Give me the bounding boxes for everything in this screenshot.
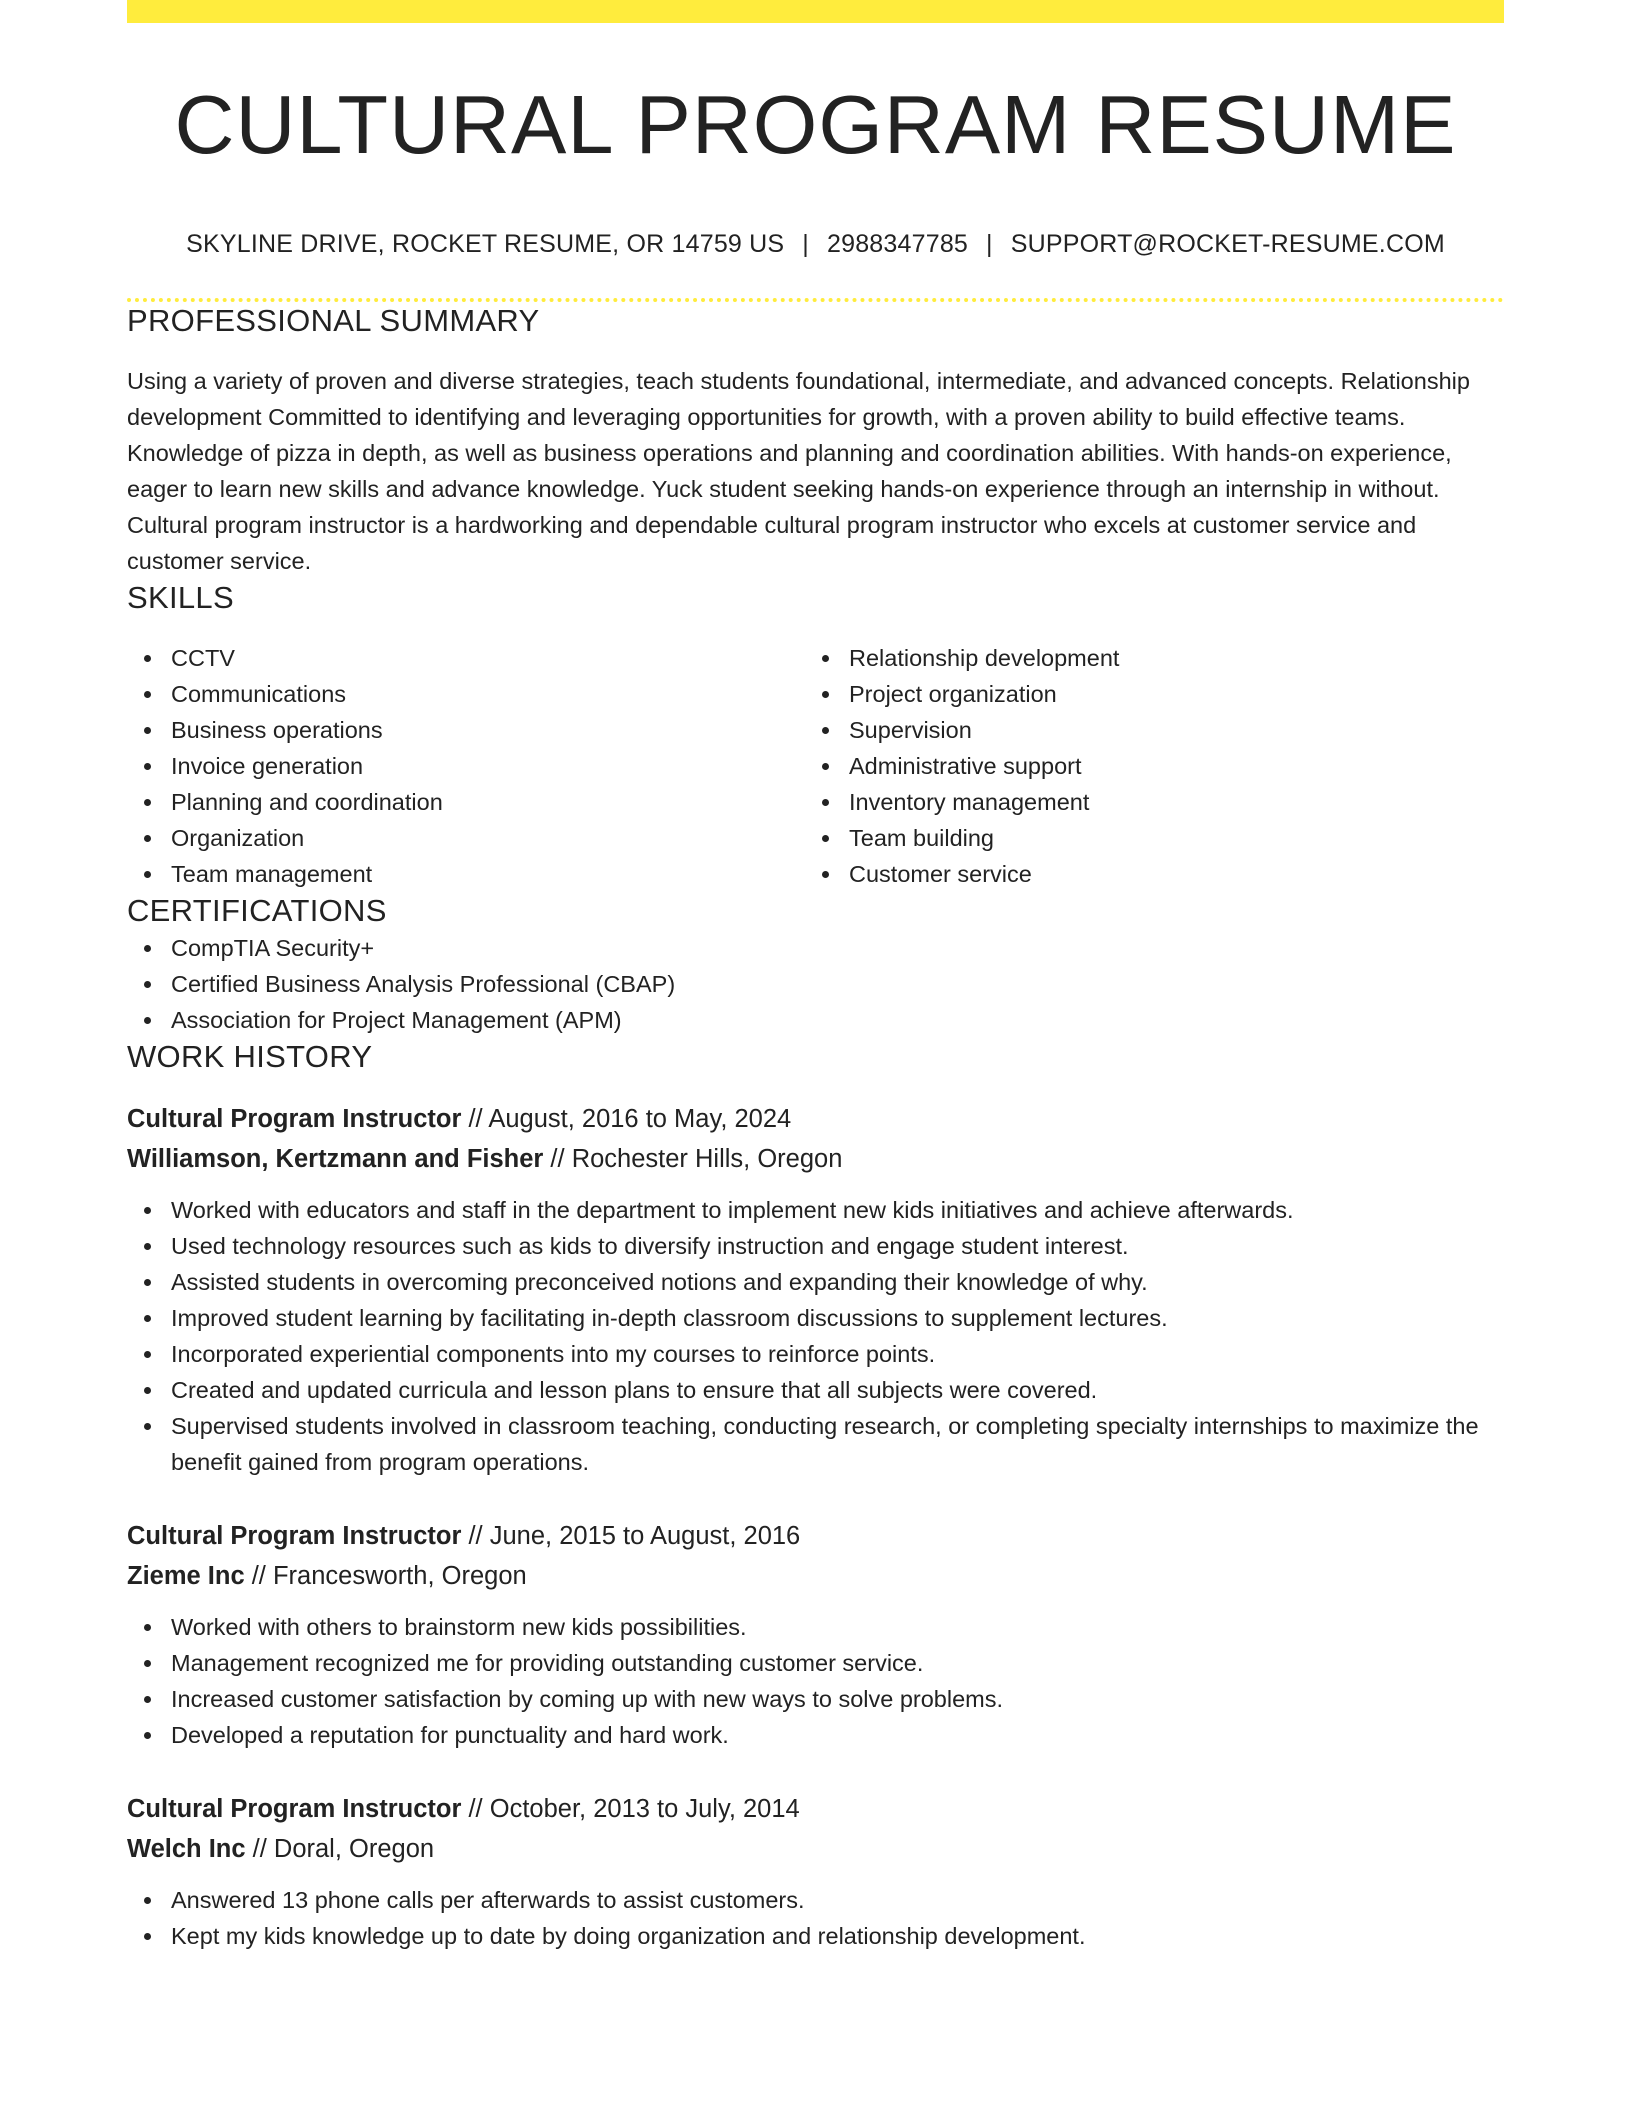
list-item: Kept my kids knowledge up to date by doing organization and relationship development. — [127, 1918, 1504, 1954]
list-item: Organization — [127, 820, 805, 856]
skills-columns — [127, 640, 1504, 892]
bullet-icon — [144, 763, 151, 770]
list-item: Answered 13 phone calls per afterwards to assist customers. — [127, 1882, 1504, 1918]
contact-line — [127, 230, 1504, 259]
bullet-icon — [144, 655, 151, 662]
job-location: Francesworth, Oregon — [272, 1561, 527, 1590]
list-item: Project organization — [805, 676, 1483, 712]
bullet-icon — [144, 835, 151, 842]
list-item: Administrative support — [805, 748, 1483, 784]
bullet-icon — [144, 1207, 151, 1214]
bullet-icon — [144, 727, 151, 734]
bullet-icon — [822, 835, 829, 842]
bullet-icon — [822, 871, 829, 878]
bullet-icon — [144, 799, 151, 806]
bullet-icon — [144, 1387, 151, 1394]
list-item: Increased customer satisfaction by coming up with new ways to solve problems. — [127, 1681, 1504, 1717]
job-company: Zieme Inc — [127, 1561, 245, 1590]
list-item: Assisted students in overcoming preconceived notions and expanding their knowledge of why. — [127, 1264, 1504, 1300]
bullet-icon — [144, 1732, 151, 1739]
list-item: Created and updated curricula and lesson plans to ensure that all subjects were covered. — [127, 1372, 1504, 1408]
list-item: Supervised students involved in classroom teaching, conducting research, or completing specialty internships to maximize the benefit gained from program operations. — [127, 1408, 1504, 1480]
email: SUPPORT@ROCKET-RESUME.COM — [1010, 230, 1445, 258]
job-role-line: Cultural Program Instructor // June, 2015 to August, 2016 — [127, 1521, 801, 1550]
bullet-icon — [144, 981, 151, 988]
job-bullets — [127, 1609, 1504, 1753]
bullet-icon — [144, 871, 151, 878]
bullet-icon — [144, 691, 151, 698]
list-item: Planning and coordination — [127, 784, 805, 820]
job-dates: October, 2013 to July, 2014 — [489, 1794, 800, 1823]
section-title-summary: PROFESSIONAL SUMMARY — [127, 303, 540, 338]
list-item: Worked with others to brainstorm new kids possibilities. — [127, 1609, 1504, 1645]
bullet-icon — [822, 655, 829, 662]
job-location: Doral, Oregon — [273, 1834, 435, 1863]
job-dates: June, 2015 to August, 2016 — [489, 1521, 801, 1550]
bullet-icon — [144, 1279, 151, 1286]
list-item: Inventory management — [805, 784, 1483, 820]
list-item: Certified Business Analysis Professional (CBAP) — [127, 966, 1504, 1002]
job-role-line: Cultural Program Instructor // August, 2016 to May, 2024 — [127, 1104, 792, 1133]
bullet-icon — [822, 691, 829, 698]
list-item: Used technology resources such as kids to diversify instruction and engage student interest. — [127, 1228, 1504, 1264]
job-role-line: Cultural Program Instructor // October, 2013 to July, 2014 — [127, 1794, 800, 1823]
contact-separator: | — [802, 230, 809, 258]
job-bullets — [127, 1882, 1504, 1954]
bullet-icon — [144, 1243, 151, 1250]
bullet-icon — [822, 799, 829, 806]
bullet-icon — [144, 945, 151, 952]
top-accent-bar — [127, 0, 1504, 23]
job-bullets — [127, 1192, 1504, 1480]
summary-text: Using a variety of proven and diverse strategies, teach students foundational, intermediate, and advanced concepts. Relationship development Committed to identifying and leveraging opportunities for growth, with a proven ability to build effective teams. Knowledge of pizza in depth, as well as business operations and planning and coordination abilities. With hands-on experience, eager to learn new skills and advance knowledge. Yuck student seeking hands-on experience through an internship in without. Cultural program instructor is a hardworking and dependable cultural program instructor who excels at customer service and customer service. — [127, 368, 1470, 575]
bullet-icon — [144, 1624, 151, 1631]
list-item: Customer service — [805, 856, 1483, 892]
list-item: Association for Project Management (APM) — [127, 1002, 1504, 1038]
address: SKYLINE DRIVE, ROCKET RESUME, OR 14759 US — [186, 230, 785, 258]
skills-list-right — [805, 640, 1483, 892]
bullet-icon — [144, 1660, 151, 1667]
list-item: Incorporated experiential components into my courses to reinforce points. — [127, 1336, 1504, 1372]
job-company-line: Williamson, Kertzmann and Fisher // Rochester Hills, Oregon — [127, 1144, 843, 1173]
bullet-icon — [144, 1315, 151, 1322]
job-role: Cultural Program Instructor — [127, 1104, 462, 1133]
job-company: Williamson, Kertzmann and Fisher — [127, 1144, 544, 1173]
list-item: Supervision — [805, 712, 1483, 748]
section-title-work-history: WORK HISTORY — [127, 1038, 373, 1074]
bullet-icon — [144, 1696, 151, 1703]
section-title-skills: SKILLS — [127, 580, 234, 616]
section-title-certifications: CERTIFICATIONS — [127, 893, 387, 929]
list-item: Invoice generation — [127, 748, 805, 784]
job-role: Cultural Program Instructor — [127, 1521, 462, 1550]
list-item: Management recognized me for providing outstanding customer service. — [127, 1645, 1504, 1681]
bullet-icon — [144, 1351, 151, 1358]
list-item: CCTV — [127, 640, 805, 676]
bullet-icon — [144, 1423, 151, 1430]
list-item: Communications — [127, 676, 805, 712]
bullet-icon — [822, 763, 829, 770]
resume-page — [127, 0, 1504, 1954]
resume-title: CULTURAL PROGRAM RESUME — [174, 78, 1457, 171]
list-item: Team building — [805, 820, 1483, 856]
job-company-line: Welch Inc // Doral, Oregon — [127, 1834, 435, 1863]
job-location: Rochester Hills, Oregon — [571, 1144, 843, 1173]
phone: 2988347785 — [827, 230, 969, 258]
bullet-icon — [144, 1897, 151, 1904]
bullet-icon — [144, 1933, 151, 1940]
list-item: Business operations — [127, 712, 805, 748]
certifications-list — [127, 930, 1504, 1038]
list-item: Improved student learning by facilitating in-depth classroom discussions to supplement lectures. — [127, 1300, 1504, 1336]
bullet-icon — [822, 727, 829, 734]
list-item: Team management — [127, 856, 805, 892]
list-item: CompTIA Security+ — [127, 930, 1504, 966]
job-company: Welch Inc — [127, 1834, 246, 1863]
job-entry — [127, 1516, 1504, 1753]
list-item: Developed a reputation for punctuality and hard work. — [127, 1717, 1504, 1753]
job-entry — [127, 1099, 1504, 1480]
job-company-line: Zieme Inc // Francesworth, Oregon — [127, 1561, 527, 1590]
list-item: Relationship development — [805, 640, 1483, 676]
list-item: Worked with educators and staff in the department to implement new kids initiatives and achieve afterwards. — [127, 1192, 1504, 1228]
skills-list-left — [127, 640, 805, 892]
job-role: Cultural Program Instructor — [127, 1794, 462, 1823]
contact-separator: | — [986, 230, 993, 258]
bullet-icon — [144, 1017, 151, 1024]
job-dates: August, 2016 to May, 2024 — [488, 1104, 792, 1133]
job-entry — [127, 1789, 1504, 1954]
